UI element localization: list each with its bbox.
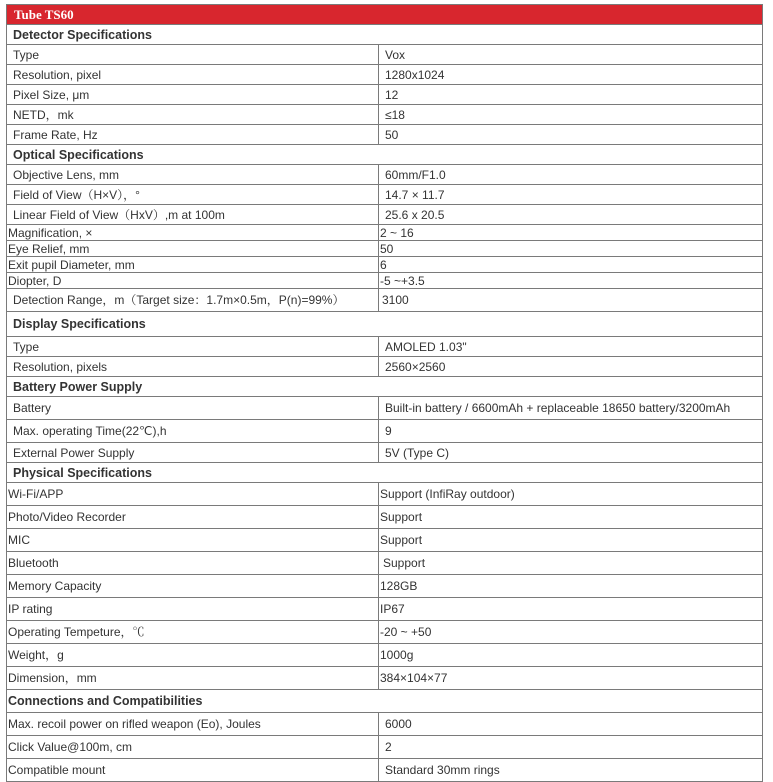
table-row bbox=[7, 667, 763, 690]
spec-value: -5 ~+3.5 bbox=[379, 273, 763, 289]
table-row bbox=[7, 65, 763, 85]
title-row bbox=[7, 5, 763, 25]
spec-label: Resolution, pixels bbox=[7, 357, 379, 377]
spec-value: 1280x1024 bbox=[379, 65, 763, 85]
spec-value: 12 bbox=[379, 85, 763, 105]
spec-value: Built-in battery / 6600mAh + replaceable 18650 battery/3200mAh bbox=[379, 397, 763, 420]
spec-value: Support bbox=[379, 552, 763, 575]
section-heading-display: Display Specifications bbox=[7, 312, 763, 337]
spec-value: 3100 bbox=[379, 289, 763, 312]
table-row bbox=[7, 736, 763, 759]
spec-label: MIC bbox=[7, 529, 379, 552]
spec-label: Compatible mount bbox=[7, 759, 379, 782]
spec-value: 50 bbox=[379, 125, 763, 145]
spec-label: Type bbox=[7, 337, 379, 357]
spec-value: 5V (Type C) bbox=[379, 443, 763, 463]
table-row bbox=[7, 225, 763, 241]
section-header bbox=[7, 463, 763, 483]
spec-value: Standard 30mm rings bbox=[379, 759, 763, 782]
spec-label: Type bbox=[7, 45, 379, 65]
spec-label: External Power Supply bbox=[7, 443, 379, 463]
table-title: Tube TS60 bbox=[7, 5, 763, 25]
section-heading-optical: Optical Specifications bbox=[7, 145, 763, 165]
section-header bbox=[7, 312, 763, 337]
table-row bbox=[7, 125, 763, 145]
spec-label: Max. operating Time(22℃),h bbox=[7, 420, 379, 443]
table-row bbox=[7, 759, 763, 782]
table-row bbox=[7, 483, 763, 506]
spec-sheet bbox=[6, 4, 762, 782]
table-row bbox=[7, 241, 763, 257]
spec-value: 2 bbox=[379, 736, 763, 759]
spec-label: Click Value@100m, cm bbox=[7, 736, 379, 759]
table-row bbox=[7, 529, 763, 552]
spec-value: 50 bbox=[379, 241, 763, 257]
table-row bbox=[7, 575, 763, 598]
spec-value: ≤18 bbox=[379, 105, 763, 125]
spec-label: IP rating bbox=[7, 598, 379, 621]
spec-label: Bluetooth bbox=[7, 552, 379, 575]
section-heading-battery: Battery Power Supply bbox=[7, 377, 763, 397]
spec-value: -20 ~ +50 bbox=[379, 621, 763, 644]
table-row bbox=[7, 165, 763, 185]
spec-value: Support bbox=[379, 529, 763, 552]
spec-value: 1000g bbox=[379, 644, 763, 667]
spec-label: Operating Tempeture，℃ bbox=[7, 621, 379, 644]
section-header bbox=[7, 25, 763, 45]
table-row bbox=[7, 506, 763, 529]
section-header bbox=[7, 145, 763, 165]
spec-label: Wi-Fi/APP bbox=[7, 483, 379, 506]
section-heading-connections: Connections and Compatibilities bbox=[7, 690, 763, 713]
spec-value: 6 bbox=[379, 257, 763, 273]
table-row bbox=[7, 598, 763, 621]
spec-label: NETD，mk bbox=[7, 105, 379, 125]
table-row bbox=[7, 289, 763, 312]
spec-label: Magnification, × bbox=[7, 225, 379, 241]
section-header bbox=[7, 377, 763, 397]
table-row bbox=[7, 552, 763, 575]
spec-label: Dimension，mm bbox=[7, 667, 379, 690]
table-row bbox=[7, 85, 763, 105]
spec-label: Diopter, D bbox=[7, 273, 379, 289]
spec-value: Support (InfiRay outdoor) bbox=[379, 483, 763, 506]
section-header bbox=[7, 690, 763, 713]
spec-label: Resolution, pixel bbox=[7, 65, 379, 85]
spec-label: Max. recoil power on rifled weapon (Eo), Joules bbox=[7, 713, 379, 736]
spec-value: 2560×2560 bbox=[379, 357, 763, 377]
spec-value: 6000 bbox=[379, 713, 763, 736]
spec-label: Eye Relief, mm bbox=[7, 241, 379, 257]
spec-value: IP67 bbox=[379, 598, 763, 621]
spec-value: 384×104×77 bbox=[379, 667, 763, 690]
table-row bbox=[7, 644, 763, 667]
spec-value: 2 ~ 16 bbox=[379, 225, 763, 241]
table-row bbox=[7, 45, 763, 65]
table-row bbox=[7, 205, 763, 225]
spec-label: Linear Field of View（HxV）,m at 100m bbox=[7, 205, 379, 225]
spec-label: Weight，g bbox=[7, 644, 379, 667]
spec-label: Photo/Video Recorder bbox=[7, 506, 379, 529]
spec-label: Field of View（H×V），° bbox=[7, 185, 379, 205]
spec-value: 60mm/F1.0 bbox=[379, 165, 763, 185]
spec-label: Pixel Size, μm bbox=[7, 85, 379, 105]
table-row bbox=[7, 713, 763, 736]
spec-value: Support bbox=[379, 506, 763, 529]
section-heading-physical: Physical Specifications bbox=[7, 463, 763, 483]
table-row bbox=[7, 337, 763, 357]
table-row bbox=[7, 257, 763, 273]
table-row bbox=[7, 621, 763, 644]
table-row bbox=[7, 273, 763, 289]
spec-label: Exit pupil Diameter, mm bbox=[7, 257, 379, 273]
table-row bbox=[7, 185, 763, 205]
spec-value: Vox bbox=[379, 45, 763, 65]
table-row bbox=[7, 397, 763, 420]
spec-value: 14.7 × 11.7 bbox=[379, 185, 763, 205]
spec-label: Memory Capacity bbox=[7, 575, 379, 598]
spec-value: 25.6 x 20.5 bbox=[379, 205, 763, 225]
section-heading-detector: Detector Specifications bbox=[7, 25, 763, 45]
spec-table bbox=[6, 4, 763, 782]
spec-label: Detection Range，m（Target size：1.7m×0.5m，P(n)=99%） bbox=[7, 289, 379, 312]
spec-label: Frame Rate, Hz bbox=[7, 125, 379, 145]
table-row bbox=[7, 357, 763, 377]
spec-value: 9 bbox=[379, 420, 763, 443]
spec-label: Battery bbox=[7, 397, 379, 420]
table-row bbox=[7, 443, 763, 463]
table-row bbox=[7, 420, 763, 443]
spec-label: Objective Lens, mm bbox=[7, 165, 379, 185]
spec-value: AMOLED 1.03" bbox=[379, 337, 763, 357]
spec-value: 128GB bbox=[379, 575, 763, 598]
table-row bbox=[7, 105, 763, 125]
